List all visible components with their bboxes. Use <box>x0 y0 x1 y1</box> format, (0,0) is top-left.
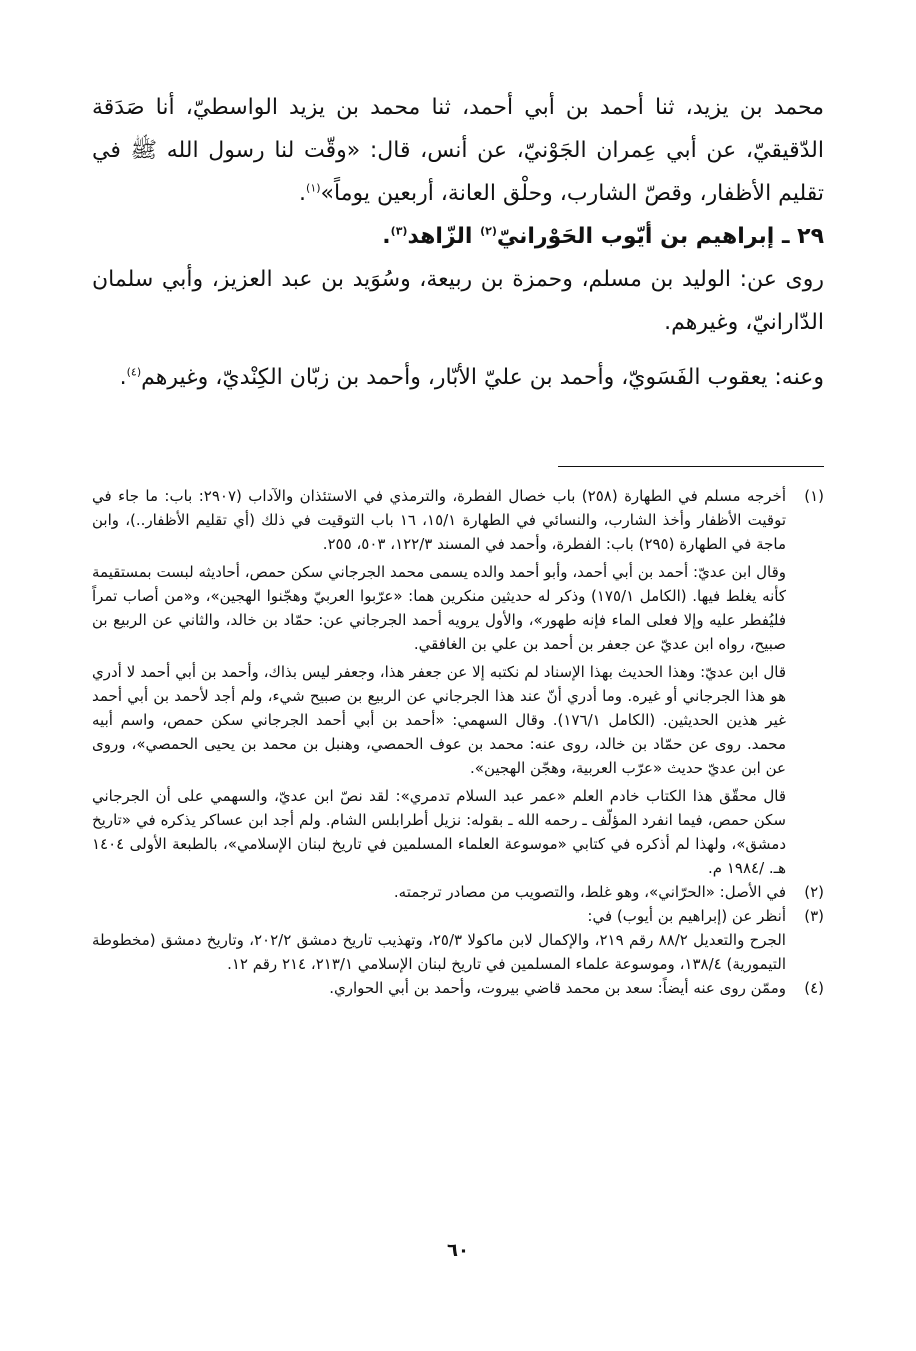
footnote-number: (٢) <box>804 883 824 901</box>
footnote-text <box>92 904 786 976</box>
footnote-paragraph: قال ابن عديّ: وهذا الحديث بهذا الإسناد لم نكتبه إلا عن جعفر هذا، وجعفر ليس بذاك، وأحمد بن أبي أحمد لا أدري هو هذا الجرجاني أو غيره. وما أدري أنّ عند هذا الجرجاني عن الربيع بن صبيح شيء، ولم أجد لأحمد بن أبي أحمد غير هذين الحديثين. (الكامل ١٧٦/١). وقال السهمي: «أحمد بن أبي أحمد الجرجاني سكن حمص، واسم أبيه محمد. روى عن حمّاد بن خالد، روى عنه: محمد بن عوف الحمصي، وهنبل بن محمد بن يحيى الحمصي»، وروى عن ابن عديّ حديث «عرّب العربية، وهجّن الهجين». <box>92 663 786 777</box>
footnote-paragraph: وقال ابن عديّ: أحمد بن أبي أحمد، وأبو أحمد والده يسمى محمد الجرجاني سكن حمص، أحاديثه لبست بمستقيمة كأنه يغلط فيها. (الكامل ١٧٥/١) وذكر له حديثين منكرين هما: «عرّبوا العربيّ وهجّنوا الهجين»، و«من أصاب تمراً فليُفطر عليه وإلا فعلى الماء فإنه طهور»، والأول يرويه أحمد الجرجاني عن: حمّاد بن خالد، والثاني عن الربيع بن صبيح، رواه ابن عديّ عن جعفر بن أحمد بن علي بن الغافقي. <box>92 563 786 653</box>
intro-paragraph: محمد بن يزيد، ثنا أحمد بن أبي أحمد، ثنا محمد بن يزيد الواسطيّ، أنا صَدَقة الدّقيقيّ، عن أبي عِمران الجَوْنيّ، عن أنس، قال: «وقّت لنا رسول الله ﷺ في تقليم الأظفار، وقصّ الشارب، وحلْق العانة، أربعين يوماً»$^{(١)}$. <box>92 95 824 206</box>
footnote-paragraph: قال محقّق هذا الكتاب خادم العلم «عمر عبد السلام تدمري»: لقد نصّ ابن عديّ، والسهمي على أن الجرجاني سكن حمص، فيما انفرد المؤلّف ـ رحمه الله ـ بقوله: نزيل أطرابلس الشام. ولم أجد ابن عساكر يذكره في «تاريخ دمشق»، ولهذا لم أذكره في كتابي «موسوعة العلماء المسلمين في تاريخ لبنان الإسلامي»، بالطبعة الأولى ١٤٠٤ هـ. /١٩٨٤ م. <box>92 787 786 877</box>
footnote-number: (١) <box>804 487 824 505</box>
footnote-3 <box>92 904 824 976</box>
footnote-paragraph: في الأصل: «الحرّاني»، وهو غلط، والتصويب من مصادر ترجمته. <box>393 883 786 901</box>
main-text <box>92 86 824 399</box>
footnote-1 <box>92 484 824 880</box>
entry-heading: ٢٩ ـ إبراهيم بن أيّوب الحَوْرانيّ$^{(٢)}$ الزّاهد$^{(٣)}$. <box>382 224 824 249</box>
footnote-ref-1[interactable]: (١) <box>306 181 321 195</box>
footnote-text <box>92 880 786 904</box>
footnote-paragraph: وممّن روى عنه أيضاً: سعد بن محمد قاضي بيروت، وأحمد بن أبي الحواري. <box>329 979 786 997</box>
footnote-number: (٤) <box>804 979 824 997</box>
footnote-divider <box>558 466 824 467</box>
footnote-4 <box>92 976 824 1000</box>
footnote-ref-3[interactable]: (٣) <box>390 224 408 238</box>
page-number: ٦٠ <box>447 1240 469 1261</box>
footnote-text <box>92 976 786 1000</box>
footnote-ref-4[interactable]: (٤) <box>126 365 142 379</box>
footnote-ref-2[interactable]: (٢) <box>480 224 497 238</box>
footnotes <box>92 484 824 1000</box>
footnote-paragraph: الجرح والتعديل ٨٨/٢ رقم ٢١٩، والإكمال لابن ماكولا ٢٥/٣، وتهذيب تاريخ دمشق ٢٠٢/٢، وتاريخ دمشق (مخطوطة التيمورية) ١٣٨/٤، وموسوعة علماء المسلمين في تاريخ لبنان الإسلامي ٢١٣/١، ٢١٤ رقم ١٢. <box>92 931 786 973</box>
narrated-from-paragraph: روى عن: الوليد بن مسلم، وحمزة بن ربيعة، وسُوَيد بن عبد العزيز، وأبي سلمان الدّارانيّ، وغيرهم. <box>92 267 824 335</box>
footnote-text <box>92 484 786 880</box>
footnote-number: (٣) <box>804 907 824 925</box>
footnote-2 <box>92 880 824 904</box>
narrators-paragraph: وعنه: يعقوب الفَسَويّ، وأحمد بن عليّ الأبّار، وأحمد بن زبّان الكِنْديّ، وغيرهم$^{(٤)}$. <box>119 365 824 390</box>
footnote-paragraph: أنظر عن (إبراهيم بن أيوب) في: <box>587 907 786 925</box>
footnote-paragraph: أخرجه مسلم في الطهارة (٢٥٨) باب خصال الفطرة، والترمذي في الاستئذان والآداب (٢٩٠٧: باب: ما جاء في توقيت الأظفار وأخذ الشارب، والنسائي في الطهارة ١٥/١، ١٦ باب التوقيت في ذلك (أي تقليم الأظفار..)، وابن ماجة في الطهارة (٢٩٥) باب: الفطرة، وأحمد في المسند ١٢٢/٣، ٥٠٣، ٢٥٥. <box>92 487 787 553</box>
